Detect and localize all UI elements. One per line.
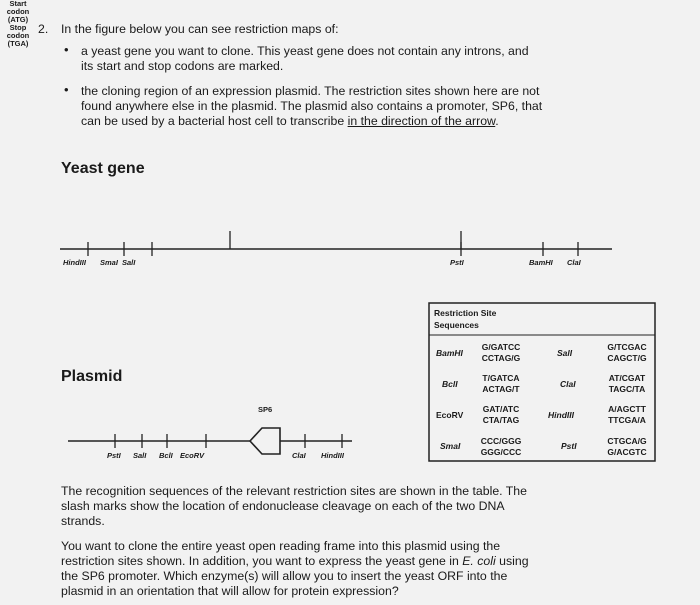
table-seq-bamhi-top: G/GATCC — [481, 342, 521, 352]
bullet-2-line-1: the cloning region of an expression plasmid. The restriction sites shown here are not — [81, 84, 540, 98]
bullet-1-line-2: its start and stop codons are marked. — [81, 59, 284, 73]
table-seq-clai — [601, 373, 653, 394]
table-seq-smai — [476, 436, 526, 457]
bullet-2-marker: • — [64, 82, 69, 97]
paragraph-2-line-3: the SP6 promoter. Which enzyme(s) will allow you to insert the yeast ORF into the — [61, 569, 508, 583]
sp6-promoter-label: SP6 — [258, 405, 273, 414]
table-seq-sali — [601, 342, 653, 363]
paragraph-1-line-2: slash marks show the location of endonuclease cleavage on each of the two DNA — [61, 499, 505, 513]
bullet-1-marker: • — [64, 42, 69, 57]
table-seq-ecorv — [476, 404, 526, 425]
ecoli-italic: E. coli — [462, 554, 496, 568]
table-header-line-2: Sequences — [434, 320, 479, 330]
plasmid-site-ecorv: EcoRV — [180, 451, 205, 460]
paragraph-2-line-2 — [61, 554, 529, 569]
table-seq-psti-bottom: G/ACGTC — [607, 446, 647, 457]
table-enzyme-ecorv: EcoRV — [436, 410, 464, 420]
table-seq-clai-top: AT/CGAT — [608, 373, 646, 383]
table-seq-hindiii-top: A/AGCTT — [608, 404, 646, 414]
yeast-site-smai: SmaI — [100, 258, 118, 267]
table-seq-hindiii-bottom: TTCGA/A — [608, 414, 646, 425]
stop-codon-line-2: codon — [6, 31, 30, 40]
paragraph-2-line-2-tail: using — [495, 554, 529, 568]
table-seq-ecorv-top: GAT/ATC — [482, 404, 520, 414]
table-enzyme-smai: SmaI — [440, 441, 461, 451]
table-seq-smai-top: CCC/GGG — [480, 436, 522, 446]
plasmid-site-clai: ClaI — [292, 451, 306, 460]
paragraph-2-line-4: plasmid in an orientation that will allow for protein expression? — [61, 584, 399, 598]
bullet-2-line-3-text: can be used by a bacterial host cell to transcribe — [81, 114, 348, 128]
table-seq-bcli-top: T/GATCA — [482, 373, 520, 383]
yeast-site-clai: ClaI — [567, 258, 581, 267]
table-enzyme-sali: SalI — [557, 348, 573, 358]
bullet-2-period: . — [495, 114, 499, 128]
table-seq-ecorv-bottom: CTA/TAG — [482, 414, 520, 425]
yeast-gene-title: Yeast gene — [61, 160, 145, 177]
table-enzyme-bcli: BclI — [442, 379, 458, 389]
table-enzyme-hindiii: HindIII — [548, 410, 574, 420]
paragraph-2-line-1: You want to clone the entire yeast open reading frame into this plasmid using the — [61, 539, 501, 553]
table-seq-hindiii — [601, 404, 653, 425]
sp6-promoter-arrow — [250, 428, 280, 454]
plasmid-site-bcli: BclI — [159, 451, 173, 460]
table-seq-clai-bottom: TAGC/TA — [608, 383, 646, 394]
question-number: 2. — [38, 22, 49, 36]
start-codon-line-3: (ATG) — [7, 15, 29, 24]
yeast-site-psti: PstI — [450, 258, 464, 267]
table-seq-smai-bottom: GGG/CCC — [480, 446, 522, 457]
yeast-site-bamhi: BamHI — [529, 258, 553, 267]
paragraph-1-line-3: strands. — [61, 514, 105, 528]
table-seq-sali-top: G/TCGAC — [607, 342, 647, 352]
plasmid-title: Plasmid — [61, 368, 123, 385]
plasmid-site-sali: SalI — [133, 451, 147, 460]
table-enzyme-psti: PstI — [561, 441, 577, 451]
start-codon-line-2: codon — [6, 7, 30, 16]
paragraph-2-line-2-text: restriction sites shown. In addition, you want to express the yeast gene in — [61, 554, 463, 568]
plasmid-site-psti: PstI — [107, 451, 121, 460]
start-codon-line-1: Start — [9, 0, 27, 8]
table-seq-bamhi — [476, 342, 526, 363]
table-seq-bcli — [476, 373, 526, 394]
table-seq-bcli-bottom: ACTAG/T — [482, 383, 520, 394]
table-header-line-1: Restriction Site — [434, 308, 497, 318]
yeast-site-sali: SalI — [122, 258, 136, 267]
arrow-direction-phrase: in the direction of the arrow — [347, 114, 496, 128]
bullet-2-line-2: found anywhere else in the plasmid. The plasmid also contains a promoter, SP6, that — [81, 99, 543, 113]
table-enzyme-bamhi: BamHI — [436, 348, 463, 358]
plasmid-site-hindiii: HindIII — [321, 451, 344, 460]
stop-codon-line-3: (TGA) — [7, 39, 29, 48]
bullet-1-line-1: a yeast gene you want to clone. This yeast gene does not contain any introns, and — [81, 44, 529, 58]
paragraph-1-line-1: The recognition sequences of the relevant restriction sites are shown in the table. The — [61, 484, 527, 498]
yeast-site-hindiii: HindIII — [63, 258, 86, 267]
stop-codon-line-1: Stop — [9, 23, 27, 32]
table-seq-psti — [601, 436, 653, 457]
table-seq-psti-top: CTGCA/G — [607, 436, 647, 446]
table-seq-sali-bottom: CAGCT/G — [607, 352, 647, 363]
table-seq-bamhi-bottom: CCTAG/G — [481, 352, 521, 363]
table-enzyme-clai: ClaI — [560, 379, 576, 389]
question-intro: In the figure below you can see restriction maps of: — [61, 22, 339, 36]
